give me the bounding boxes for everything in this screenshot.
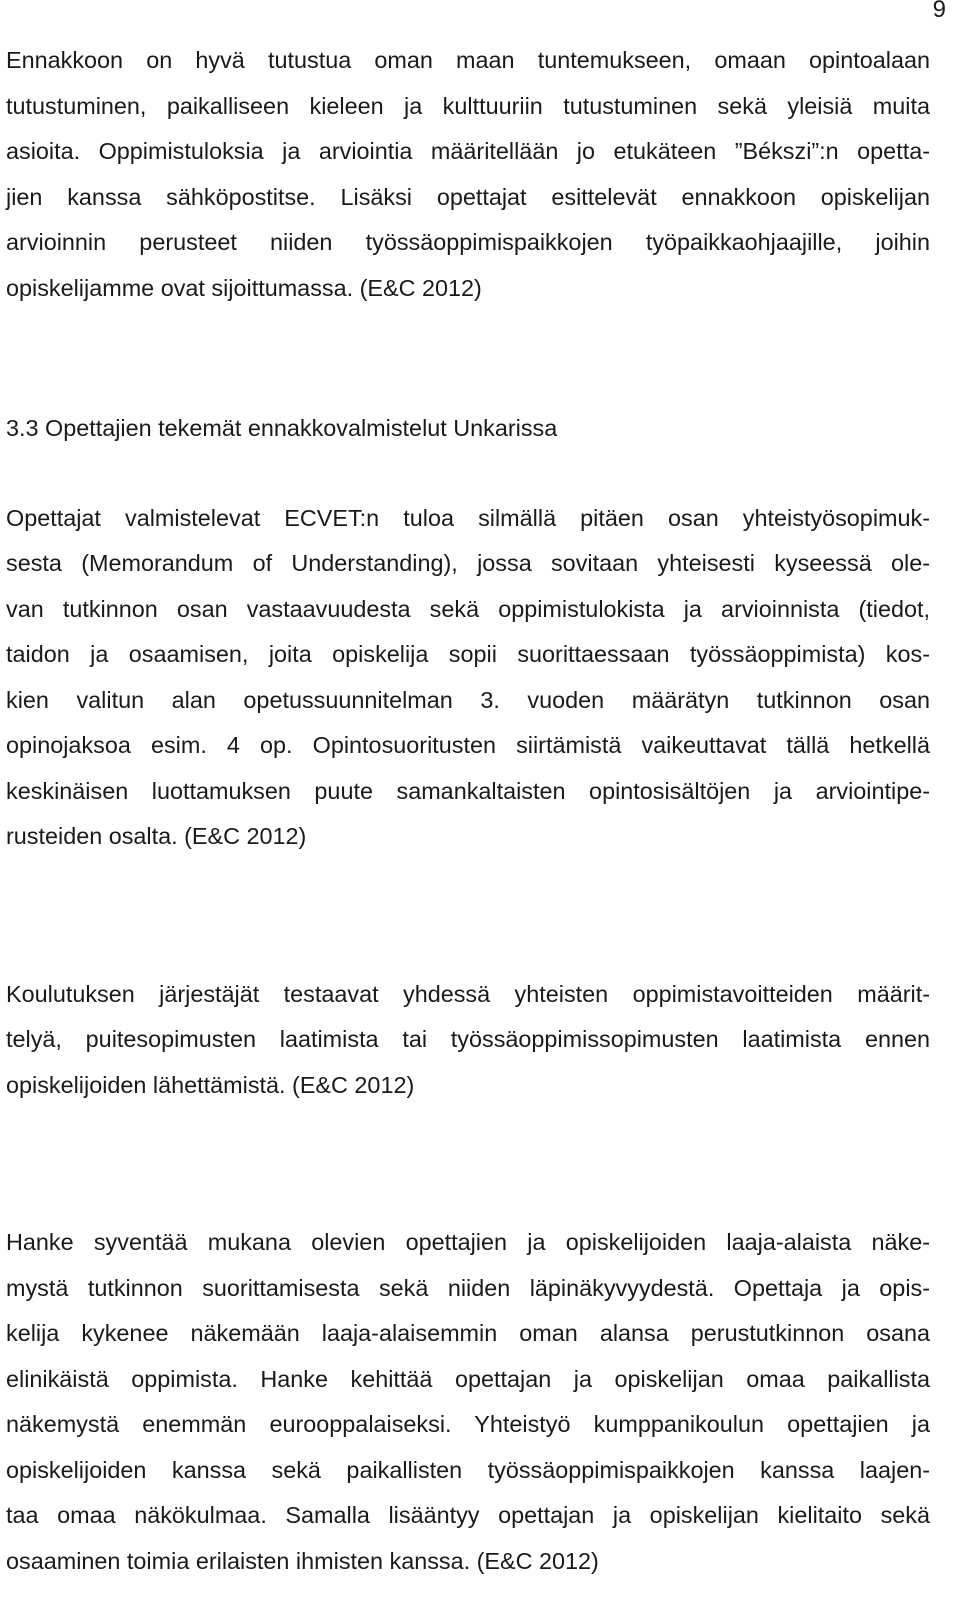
text-line: van tutkinnon osan vastaavuudesta sekä oppimistulokista ja arvioinnista (tiedot, [6,595,930,622]
text-line: kien valitun alan opetussuunnitelman 3. vuoden määrätyn tutkinnon osan [6,686,930,713]
text-line: opiskelijamme ovat sijoittumassa. (E&C 2012) [6,274,482,301]
text-line: rusteiden osalta. (E&C 2012) [6,823,307,849]
text-line: opinojaksoa esim. 4 op. Opintosuoritusten siirtämistä vaikeuttavat tällä hetkellä [6,732,930,758]
text-line: Hanke syventää mukana olevien opettajien ja opiskelijoiden laaja-alaista näke- [6,1229,930,1255]
text-line: asioita. Oppimistuloksia ja arviointia määritellään jo etukäteen ”Békszi”:n opetta- [6,138,930,164]
text-line: näkemystä enemmän eurooppalaiseksi. Yhteistyö kumppanikoulun opettajien ja [6,1411,930,1437]
paragraph-organizers [6,972,930,1109]
text-line: opiskelijoiden kanssa sekä paikallisten työssäoppimispaikkojen kanssa laajen- [6,1456,930,1483]
text-line: jien kanssa sähköpostitse. Lisäksi opettajat esittelevät ennakkoon opiskelijan [6,183,930,210]
document-body [6,38,930,1584]
paragraph-project-impact [6,1220,930,1584]
text-line: opiskelijoiden lähettämistä. (E&C 2012) [6,1071,415,1098]
text-line: elinikäistä oppimista. Hanke kehittää opettajan ja opiskelijan omaa paikallista [6,1365,930,1392]
text-line: kelija kykenee näkemään laaja-alaisemmin oman alansa perustutkinnon osana [6,1320,930,1346]
text-line: arvioinnin perusteet niiden työssäoppimispaikkojen työpaikkaohjaajille, joihin [6,229,930,255]
text-line: Koulutuksen järjestäjät testaavat yhdessä yhteisten oppimistavoitteiden määrit- [6,980,930,1007]
text-line: Ennakkoon on hyvä tutustua oman maan tuntemukseen, omaan opintoalaan [6,47,930,73]
section-heading: 3.3 Opettajien tekemät ennakkovalmistelut Unkarissa [6,415,558,441]
text-line: osaaminen toimia erilaisten ihmisten kanssa. (E&C 2012) [6,1547,599,1574]
paragraph-teacher-preparations [6,496,930,860]
page-number: 9 [932,0,946,23]
text-line: mystä tutkinnon suorittamisesta sekä niiden läpinäkyvyydestä. Opettaja ja opis- [6,1274,930,1301]
text-line: sesta (Memorandum of Understanding), jossa sovitaan yhteisesti kyseessä ole- [6,550,930,576]
text-line: telyä, puitesopimusten laatimista tai työssäoppimissopimusten laatimista ennen [6,1026,930,1052]
text-line: taidon ja osaamisen, joita opiskelija sopii suorittaessaan työssäoppimista) kos- [6,641,930,667]
text-line: taa omaa näkökulmaa. Samalla lisääntyy opettajan ja opiskelijan kielitaito sekä [6,1502,930,1528]
text-line: tutustuminen, paikalliseen kieleen ja kulttuuriin tutustuminen sekä yleisiä muita [6,92,930,119]
text-line: Opettajat valmistelevat ECVET:n tuloa silmällä pitäen osan yhteistyösopimuk- [6,504,930,531]
text-line: keskinäisen luottamuksen puute samankaltaisten opintosisältöjen ja arviointipe- [6,777,930,804]
paragraph-preparation [6,38,930,311]
